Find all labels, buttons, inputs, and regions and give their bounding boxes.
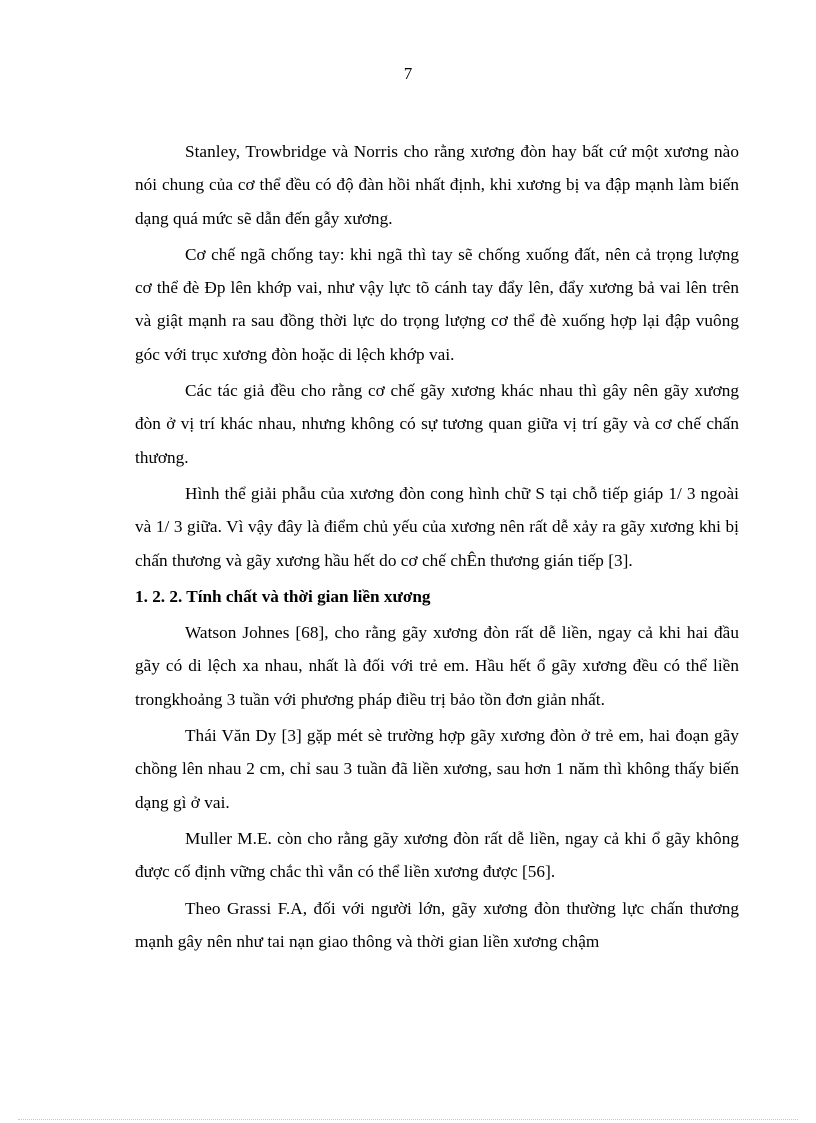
paragraph-fracture-location: Các tác giả đều cho rằng cơ chế gãy xương khác nhau thì gây nên gãy xương đòn ở vị trí khác nhau, nhưng không có sự tương quan giữa vị trí gãy và cơ chế chấn thương. bbox=[135, 381, 739, 467]
paragraph-grassi: Theo Grassi F.A, đối với người lớn, gãy xương đòn thường lực chấn thương mạnh gây nên như tai nạn giao thông và thời gian liền xương chậm bbox=[135, 898, 739, 951]
page-number: 7 bbox=[403, 64, 413, 83]
paragraph-watson-johnes: Watson Johnes [68], cho rằng gãy xương đòn rất dễ liền, ngay cả khi hai đầu gãy có di lệch xa nhau, nhất là đối với trẻ em. Hầu hết ổ gãy xương đều có thể liền trongkhoảng 3 tuần với phương pháp điều trị bảo tồn đơn giản nhất. bbox=[135, 623, 739, 709]
section-heading: 1. 2. 2. Tính chất và thời gian liền xương bbox=[135, 586, 431, 606]
page-bottom-divider bbox=[18, 1119, 798, 1120]
paragraph-injury-elasticity: Stanley, Trowbridge và Norris cho rằng xương đòn hay bất cứ một xương nào nói chung của cơ thể đều có độ đàn hồi nhất định, khi xương bị va đập mạnh làm biến dạng quá mức sẽ dẫn đến gẫy xương. bbox=[135, 142, 739, 228]
paragraph-muller: Muller M.E. còn cho rằng gãy xương đòn rất dễ liền, ngay cả khi ổ gãy không được cố định vững chắc thì vẫn có thể liền xương được [56]. bbox=[135, 828, 739, 882]
paragraph-thai-van-dy: Thái Văn Dy [3] gặp mét sè trường hợp gãy xương đòn ở trẻ em, hai đoạn gãy chồng lên nhau 2 cm, chỉ sau 3 tuần đã liền xương, sau hơn 1 năm thì không thấy biến dạng gì ở vai. bbox=[135, 726, 739, 812]
document-body bbox=[135, 135, 739, 961]
paragraph-anatomy: Hình thể giải phẫu của xương đòn cong hình chữ S tại chỗ tiếp giáp 1/ 3 ngoài và 1/ 3 giữa. Vì vậy đây là điểm chủ yếu của xương nên rất dễ xảy ra gãy xương khi bị chấn thương và gãy xương hầu hết do cơ chế chÊn thương gián tiếp [3]. bbox=[135, 483, 739, 570]
paragraph-fall-mechanism: Cơ chế ngã chống tay: khi ngã thì tay sẽ chống xuống đất, nên cả trọng lượng cơ thể đè Đp lên khớp vai, như vậy lực tõ cánh tay đẩy lên, đẩy xương bả vai lên trên và giật mạnh ra sau đồng thời lực do trọng lượng cơ thể đè xuống hợp lại đập vuông góc với trục xương đòn hoặc di lệch khớp vai. bbox=[135, 244, 739, 364]
